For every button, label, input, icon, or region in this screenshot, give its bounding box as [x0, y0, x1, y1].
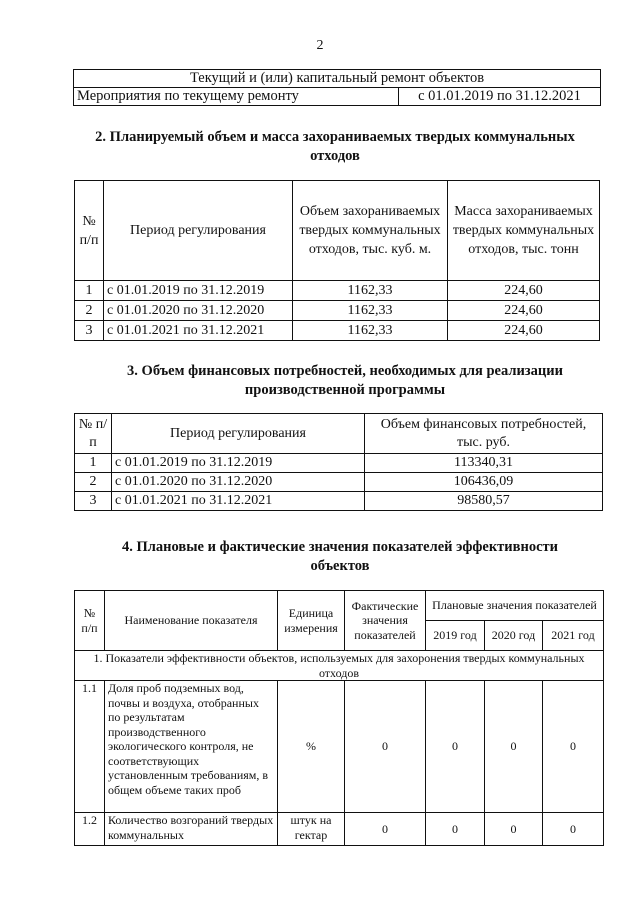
col-finance-header: Объем финансовых потребностей, тыс. руб. — [365, 414, 603, 454]
col-actual-header: Фактические значения показателей — [345, 591, 426, 651]
row-mass: 224,60 — [448, 301, 600, 321]
row-unit: % — [278, 681, 345, 813]
table-row — [75, 813, 604, 846]
table-row — [75, 281, 600, 301]
row-num: 1 — [75, 281, 104, 301]
repair-row-label: Мероприятия по текущему ремонту — [74, 88, 399, 106]
row-actual: 0 — [345, 813, 426, 846]
col-name-header: Наименование показателя — [105, 591, 278, 651]
table-row — [75, 492, 603, 511]
row-name: Количество возгораний твердых коммунальных — [105, 813, 278, 846]
table-row — [75, 301, 600, 321]
row-num: 3 — [75, 321, 104, 341]
row-volume: 1162,33 — [293, 281, 448, 301]
row-2020: 0 — [485, 681, 543, 813]
col-num-header: № п/п — [75, 181, 104, 281]
row-period: с 01.01.2020 по 31.12.2020 — [112, 473, 365, 492]
row-2020: 0 — [485, 813, 543, 846]
row-volume: 1162,33 — [293, 301, 448, 321]
col-period-header: Период регулирования — [104, 181, 293, 281]
row-finance: 98580,57 — [365, 492, 603, 511]
efficiency-table — [74, 590, 604, 846]
row-num: 2 — [75, 473, 112, 492]
repair-row-period: с 01.01.2019 по 31.12.2021 — [399, 88, 601, 106]
row-period: с 01.01.2021 по 31.12.2021 — [104, 321, 293, 341]
finance-table — [74, 413, 603, 511]
table-row — [75, 321, 600, 341]
row-num: 3 — [75, 492, 112, 511]
row-name: Доля проб подземных вод, почвы и воздуха, отобранных по результатам производственного экологического контроля, не соответствующих установленным требованиям, в общем объеме таких проб — [105, 681, 278, 813]
group-title: 1. Показатели эффективности объектов, используемых для захоронения твердых коммунальных отходов — [75, 651, 604, 681]
row-mass: 224,60 — [448, 281, 600, 301]
row-actual: 0 — [345, 681, 426, 813]
row-period: с 01.01.2021 по 31.12.2021 — [112, 492, 365, 511]
row-2021: 0 — [543, 813, 604, 846]
section4-title: 4. Плановые и фактические значения показателей эффективности объектов — [121, 539, 558, 574]
section2-title: 2. Планируемый объем и масса захораниваемых твердых коммунальных отходов — [95, 129, 575, 164]
repair-header: Текущий и (или) капитальный ремонт объектов — [74, 70, 601, 88]
row-period: с 01.01.2019 по 31.12.2019 — [104, 281, 293, 301]
row-unit: штук на гектар — [278, 813, 345, 846]
col-mass-header: Масса захораниваемых твердых коммунальных отходов, тыс. тонн — [448, 181, 600, 281]
col-2021-header: 2021 год — [543, 621, 604, 651]
row-2021: 0 — [543, 681, 604, 813]
col-period-header: Период регулирования — [112, 414, 365, 454]
row-finance: 113340,31 — [365, 454, 603, 473]
row-period: с 01.01.2020 по 31.12.2020 — [104, 301, 293, 321]
row-period: с 01.01.2019 по 31.12.2019 — [112, 454, 365, 473]
row-num: 1.2 — [75, 813, 105, 846]
row-num: 1 — [75, 454, 112, 473]
row-num: 2 — [75, 301, 104, 321]
row-mass: 224,60 — [448, 321, 600, 341]
row-num: 1.1 — [75, 681, 105, 813]
section3-title: 3. Объем финансовых потребностей, необходимых для реализации производственной программы — [127, 363, 563, 398]
col-unit-header: Единица измерения — [278, 591, 345, 651]
col-2019-header: 2019 год — [426, 621, 485, 651]
col-num-header: № п/п — [75, 591, 105, 651]
row-2019: 0 — [426, 813, 485, 846]
row-2019: 0 — [426, 681, 485, 813]
row-volume: 1162,33 — [293, 321, 448, 341]
table-row — [75, 681, 604, 813]
table-row — [75, 473, 603, 492]
table-row — [75, 454, 603, 473]
page-number: 2 — [316, 38, 324, 53]
col-2020-header: 2020 год — [485, 621, 543, 651]
disposal-volume-table — [74, 180, 600, 341]
col-planned-header: Плановые значения показателей — [426, 591, 604, 621]
repair-table — [73, 69, 601, 106]
col-volume-header: Объем захораниваемых твердых коммунальных отходов, тыс. куб. м. — [293, 181, 448, 281]
col-num-header: № п/п — [75, 414, 112, 454]
row-finance: 106436,09 — [365, 473, 603, 492]
